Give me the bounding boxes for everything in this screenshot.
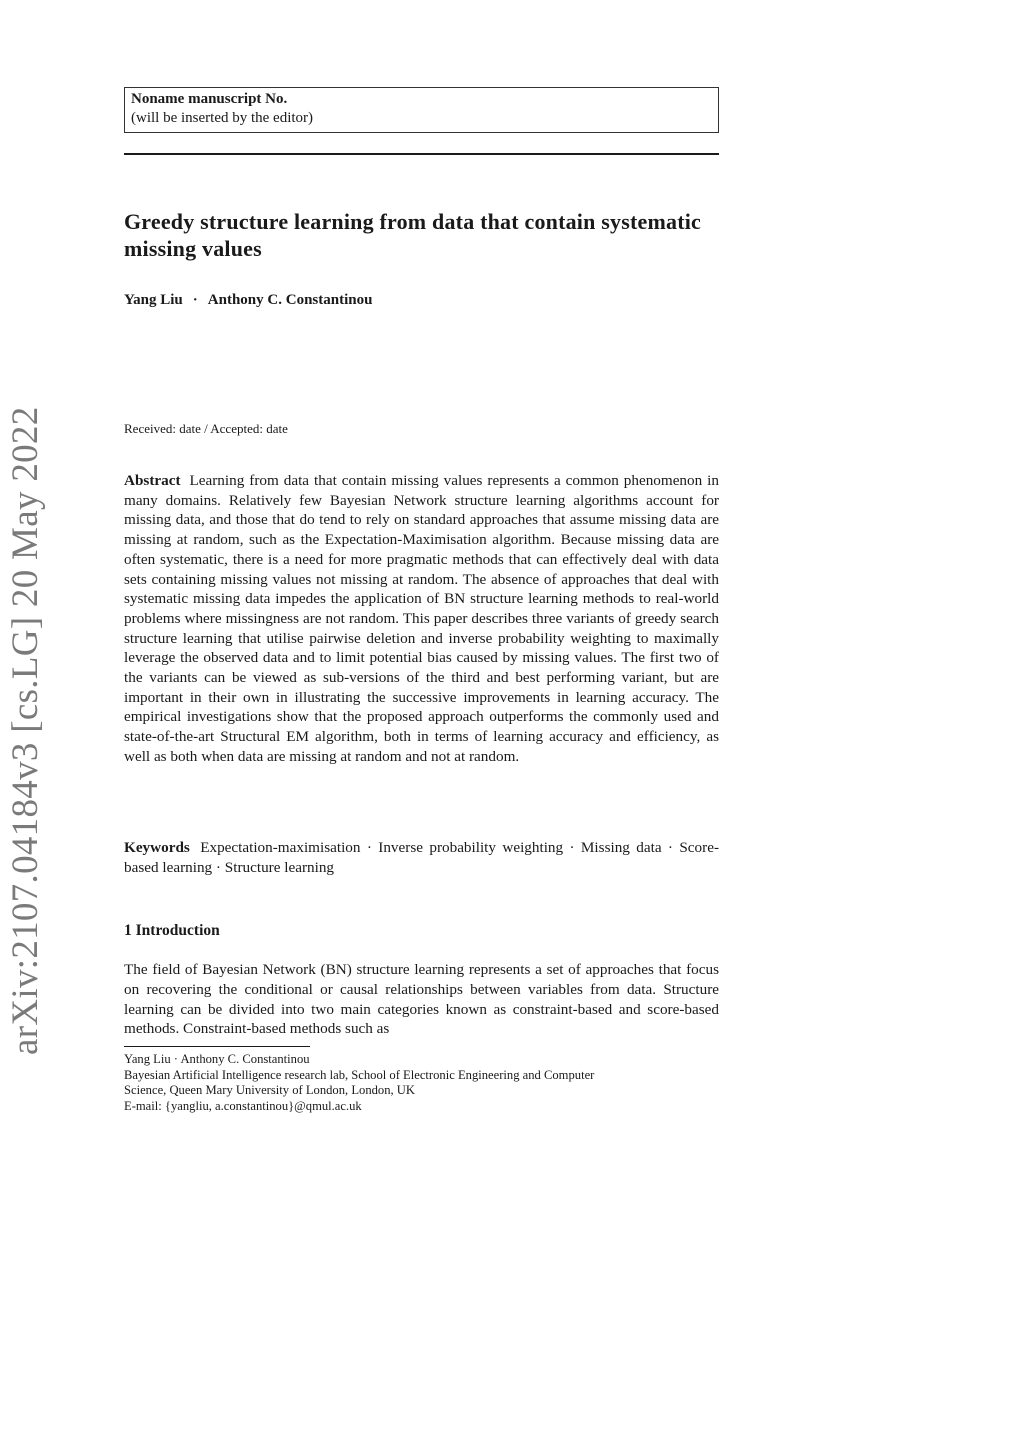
footnote-affiliation: Bayesian Artificial Intelligence research lab, School of Electronic Engineering and Computer: [124, 1067, 595, 1082]
introduction-paragraph: The field of Bayesian Network (BN) structure learning represents a set of approaches that focus on recovering the conditional or causal relationships between variables from data. Structure learning can be divided into two main categories known as constraint-based and score-based methods. Constraint-based methods such as: [124, 961, 719, 1038]
paper-title: Greedy structure learning from data that contain systematic missing values: [124, 209, 701, 261]
received-accepted-dates: Received: date / Accepted: date: [124, 421, 288, 436]
abstract-label: Abstract: [124, 472, 181, 489]
manuscript-number-label: Noname manuscript No.: [131, 91, 288, 107]
footnote-rule: [124, 1046, 310, 1047]
footnote-authors: Yang Liu · Anthony C. Constantinou: [124, 1052, 310, 1066]
footnote-affiliation: Science, Queen Mary University of London, London, UK: [124, 1083, 415, 1098]
footnote-email: E-mail: {yangliu, a.constantinou}@qmul.ac.uk: [124, 1098, 362, 1113]
author-name: Anthony C. Constantinou: [207, 292, 373, 308]
keywords-block: [124, 838, 719, 877]
editor-note: (will be inserted by the editor): [131, 110, 314, 126]
abstract-block: [124, 471, 719, 767]
manuscript-number-box: [124, 87, 719, 133]
author-list: [124, 290, 719, 310]
author-name: Yang Liu: [124, 292, 183, 308]
header-rule: [124, 153, 719, 155]
abstract-text: Learning from data that contain missing values represents a common phenomenon in many domains. Relatively few Bayesian Network structure learning algorithms account for missing data, and those that do tend to rely on standard approaches that assume missing data are missing at random, such as the Expectation-Maximisation algorithm. Because missing data are often systematic, there is a need for more pragmatic methods that can effectively deal with data sets containing missing values not missing at random. The absence of approaches that deal with systematic missing data impedes the application of BN structure learning methods to real-world problems where missingness are not random. This paper describes three variants of greedy search structure learning that utilise pairwise deletion and inverse probability weighting to maximally leverage the observed data and to limit potential bias caused by missing values. The first two of the variants can be viewed as sub-versions of the third and best performing variant, but are important in their own in illustrating the successive improvements in learning accuracy. The empirical investigations show that the proposed approach outperforms the commonly used and state-of-the-art Structural EM algorithm, both in terms of learning accuracy and efficiency, as well as both when data are missing at random and not at random.: [124, 472, 719, 765]
author-separator: ·: [192, 292, 198, 308]
author-footnote: [124, 1052, 724, 1114]
section-heading-introduction: 1 Introduction: [124, 922, 220, 939]
keywords-text: Expectation-maximisation · Inverse probability weighting · Missing data · Score-based learning · Structure learning: [124, 839, 720, 876]
keywords-label: Keywords: [124, 839, 190, 856]
arxiv-identifier-stamp: arXiv:2107.04184v3 [cs.LG] 20 May 2022: [5, 406, 46, 1055]
